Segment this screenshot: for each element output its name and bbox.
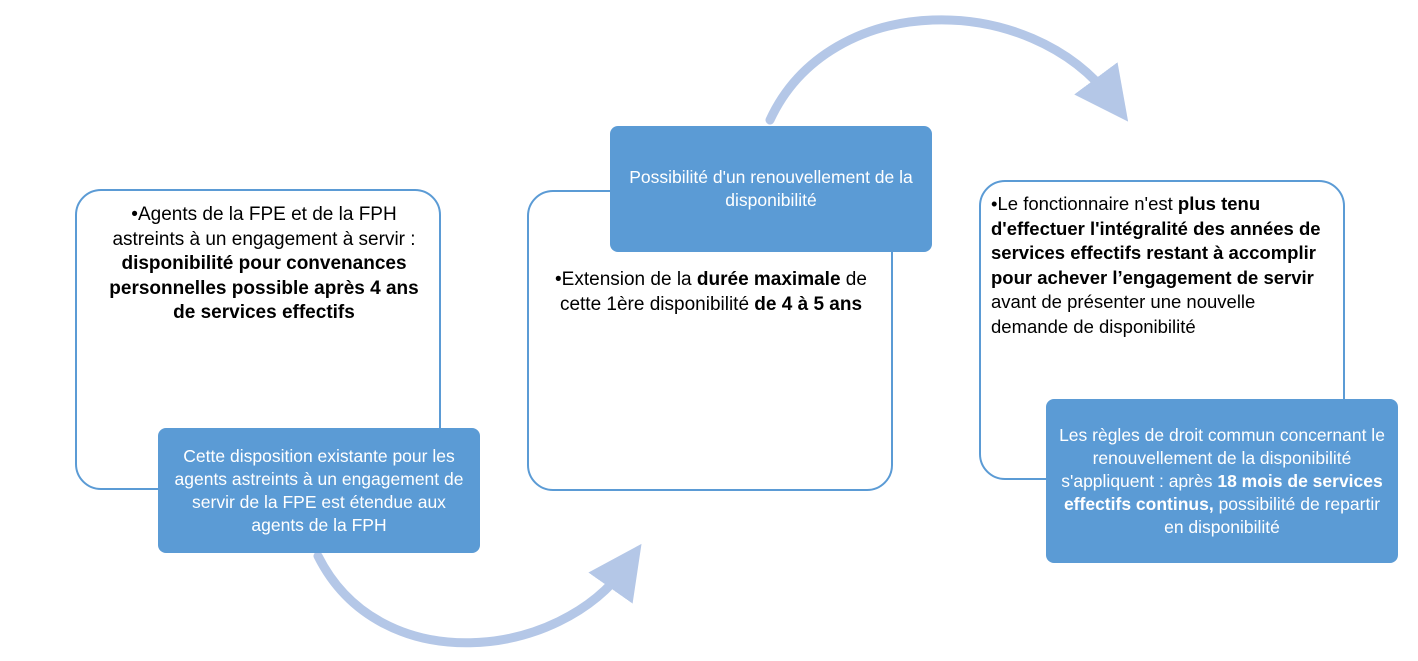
step-3-text-part-1: •Le fonctionnaire n'est [991,193,1178,214]
step-1-note-text: Cette disposition existante pour les agents astreints à un engagement de servir de la FPE est étendue aux agents de la FPH [174,445,464,535]
step-1-text-part-2: disponibilité pour convenances personnelles possible après 4 ans de services effectifs [109,253,419,323]
step-3-text-part-3: avant de présenter une nouvelle demande de disponibilité [991,291,1256,337]
step-3-note-text [1056,424,1388,539]
step-1-note [158,428,480,553]
step-3-note-part-3: possibilité de repartir en disponibilité [1164,493,1381,537]
curved-arrow-top [770,20,1112,120]
step-1-text-part-1: •Agents de la FPE et de la FPH astreints à un engagement à servir : [112,204,416,250]
step-3-note-part-2: 18 mois de services effectifs continus, [1063,470,1383,514]
step-2-text-part-3: de cette 1ère disponibilité [559,269,867,315]
step-2-text-part-1: •Extension de la [555,269,697,290]
step-2-text-part-4: de 4 à 5 ans [754,293,863,315]
step-1-text [100,203,428,326]
curved-arrow-bottom [318,556,626,643]
step-3-text-part-2: plus tenu d'effectuer l'intégralité des années de services effectifs restant à accomplir pour achever l’engagement de servir [991,193,1321,288]
step-3-text [991,192,1337,339]
step-2-header [610,126,932,252]
step-2-text-part-2: durée maximale [696,269,841,290]
step-2-header-text: Possibilité d'un renouvellement de la disponibilité [629,167,913,210]
step-3-note [1046,399,1398,563]
step-3-note-part-1: Les règles de droit commun concernant le renouvellement de la disponibilité s'appliquent : après [1059,424,1385,491]
step-2-text [540,268,882,317]
